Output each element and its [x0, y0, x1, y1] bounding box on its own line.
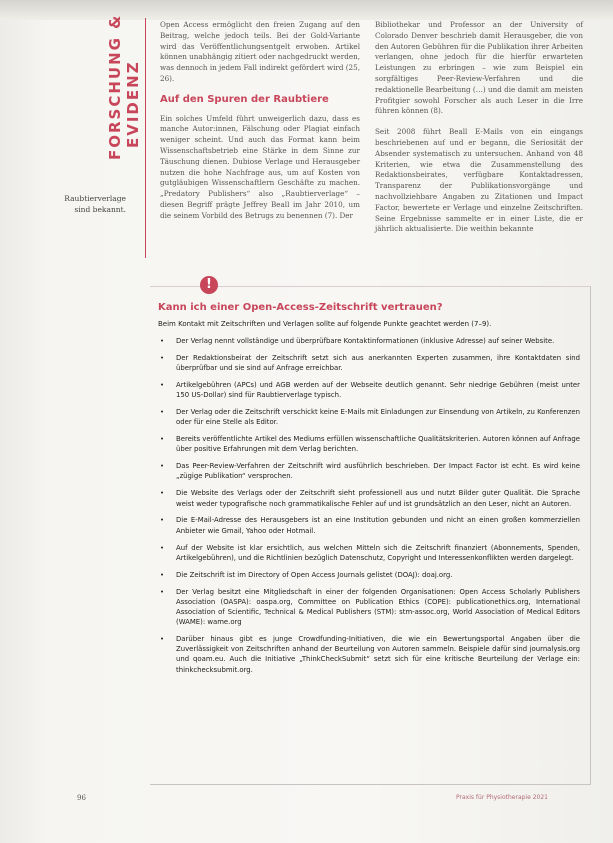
paragraph: Bibliothekar und Professor an der University of Colorado Denver beschrieb damit Herausgeber, die von den Autoren Gebühren für die Publikation ihrer Arbeiten verlangen, ohne jedoch für die hierfür erwarteten Leistungen zu erbringen – wie zum Beispiel ein sorgfältiges Peer-Review-Verfahren und die redaktionelle Bearbeitung (…) und die damit am meisten Profitgier sowohl Forscher als auch Leser in die Irre führen können (8). [375, 20, 583, 116]
section-label-line2: EVIDENZ [124, 60, 142, 148]
info-box-title: Kann ich einer Open-Access-Zeitschrift vertrauen? [158, 302, 443, 313]
list-item-text: Die Website des Verlags oder der Zeitschrift sieht professionell aus und nutzt Bilder guter Qualität. Die Sprache weist weder typografische noch grammatikalische Fehler auf und ist grundsätzlich an den Leser, nicht an Autoren. [176, 489, 580, 508]
section-divider [145, 18, 146, 258]
margin-note: Raubtierverlage sind bekannt. [64, 194, 126, 214]
page-number: 96 [77, 794, 86, 802]
list-item-text: Der Verlag besitzt eine Mitgliedschaft in einer der folgenden Organisationen: Open Access Scholarly Publishers Association (OASPA): oaspa.org, Committee on Publication Ethics (COPE): publicationethics.org, International Association of Scientific, Technical & Medical Publishers (STM): stm-assoc.org, World Association of Medical Editors (WAME): wame.org [176, 587, 580, 627]
paragraph: Ein solches Umfeld führt unweigerlich dazu, dass es manche Autor:innen, Fälschung oder Plagiat einfach weniger scheint. Und auch das Format kann beim Wissenschaftsbetrieb eine Stärke in dem Sinne zur Täuschung dienen. Dubiose Verlage und Herausgeber nutzen die hohe Nachfrage aus, um auf Kosten von gutgläubigen Wissenschaftlern Geschäfte zu machen. „Predatory Publishers“ also „Raubtierverlage“ – diesen Begriff prägte Jeffrey Beall im Jahr 2010, um die seinem Vorbild des Betrugs zu benennen (7). Der [160, 113, 360, 220]
list-item [160, 570, 580, 580]
list-item-text: Der Redaktionsbeirat der Zeitschrift setzt sich aus anerkannten Experten zusammen, ihre Kontaktdaten sind überprüfbar und sie sind auf Anfrage erreichbar. [176, 353, 580, 373]
list-item-text: Artikelgebühren (APCs) und AGB werden auf der Webseite deutlich genannt. Sehr niedrige Gebühren (meist unter 150 US-Dollar) sind für Raubtierverlage typisch. [176, 380, 580, 400]
warning-icon: ! [200, 276, 218, 294]
list-item-text: Das Peer-Review-Verfahren der Zeitschrift wird ausführlich beschrieben. Der Impact Factor ist echt. Es wird keine „zügige Publikation“ versprochen. [176, 462, 580, 481]
bullet-icon: • [160, 516, 165, 525]
paragraph: Seit 2008 führt Beall E-Mails von ein eingangs beschriebenen auf und er begann, die Seriosität der Absender systematisch zu untersuchen. Anhand von 48 Kriterien, wie etwa die Zusammenstellung des Redaktionsbeirates, verfügbare Kontaktadressen, Transparenz der Publikationsvorgänge und nachvollziehbare Angaben zu Zitationen und Impact Factor, bewertete er Verlage und einzelne Zeitschriften. Seine Ergebnisse sammelte er in einer Liste, die er jährlich aktualisierte. Die weithin bekannte [375, 127, 583, 234]
list-item-text: Der Verlag oder die Zeitschrift verschickt keine E-Mails mit Einladungen zur Einsendung von Artikeln, zu Konferenzen oder für eine Stelle als Editor. [176, 408, 581, 427]
bullet-icon: • [160, 435, 165, 444]
list-item [160, 336, 580, 346]
section-label [104, 13, 144, 170]
list-item [160, 380, 580, 400]
list-item [160, 407, 580, 427]
bullet-icon: • [160, 353, 165, 362]
info-box-intro: Beim Kontakt mit Zeitschriften und Verlagen sollte auf folgende Punkte geachtet werden (7–9). [158, 320, 492, 328]
checklist [160, 336, 580, 682]
list-item-text: Auf der Website ist klar ersichtlich, aus welchen Mitteln sich die Zeitschrift finanziert (Abonnements, Spenden, Artikelgebühren), und die Richtlinien bezüglich Datenschutz, Copyright und Interessenkonflikten werden dargelegt. [176, 543, 580, 562]
bullet-icon: • [160, 570, 165, 579]
list-item-text: Die Zeitschrift ist im Directory of Open Access Journals gelistet (DOAJ): doaj.org. [176, 570, 453, 579]
bullet-icon: • [160, 408, 165, 417]
list-item [160, 634, 580, 675]
list-item [160, 587, 580, 628]
list-item [160, 461, 580, 481]
list-item [160, 353, 580, 373]
text-column-left [160, 20, 360, 222]
bullet-icon: • [160, 337, 165, 345]
list-item [160, 434, 580, 454]
section-label-line1: FORSCHUNG & [106, 13, 124, 160]
bullet-icon: • [160, 489, 165, 498]
list-item [160, 515, 580, 535]
list-item [160, 543, 580, 563]
list-item-text: Darüber hinaus gibt es junge Crowdfunding-Initiativen, die wie ein Bewertungsportal Angaben über die Zuverlässigkeit von Zeitschriften anhand der Beurteilung von Autoren sammeln. Beispiele dafür sind journalysis.org und qoam.eu. Auch die Initiative „ThinkCheckSubmit“ setzt sich für eine kritische Beurteilung der Verlage ein: thinkchecksubmit.org. [176, 635, 580, 674]
bullet-icon: • [160, 380, 165, 389]
list-item-text: Bereits veröffentlichte Artikel des Mediums erfüllen wissenschaftliche Qualitätskriterien. Autoren können auf Anfrage über positive Erfahrungen mit dem Verlag berichten. [176, 435, 580, 454]
bullet-icon: • [160, 587, 165, 596]
bullet-icon: • [160, 462, 165, 471]
page-footer: Praxis für Physiotherapie 2021 [456, 794, 548, 801]
list-item [160, 488, 580, 508]
text-column-right [375, 20, 583, 235]
paragraph: Open Access ermöglicht den freien Zugang auf den Beitrag, welche jedoch teils. Bei der Gold-Variante wird das Veröffentlichungsentgelt erwoben. Artikel können unabhängig zitiert oder nachgedruckt werden, was dennoch in jedem Fall indirekt gefördert wird (25, 26). [160, 20, 360, 83]
bullet-icon: • [160, 635, 165, 644]
list-item-text: Der Verlag nennt vollständige und überprüfbare Kontaktinformationen (inklusive Adresse) auf seiner Website. [176, 337, 555, 345]
section-heading: Auf den Spuren der Raubtiere [160, 93, 329, 105]
list-item-text: Die E-Mail-Adresse des Herausgebers ist an eine Institution gebunden und nicht an einen großen kommerziellen Anbieter wie Gmail, Yahoo oder Hotmail. [176, 516, 580, 535]
scan-shadow [0, 0, 613, 20]
bullet-icon: • [160, 543, 165, 552]
